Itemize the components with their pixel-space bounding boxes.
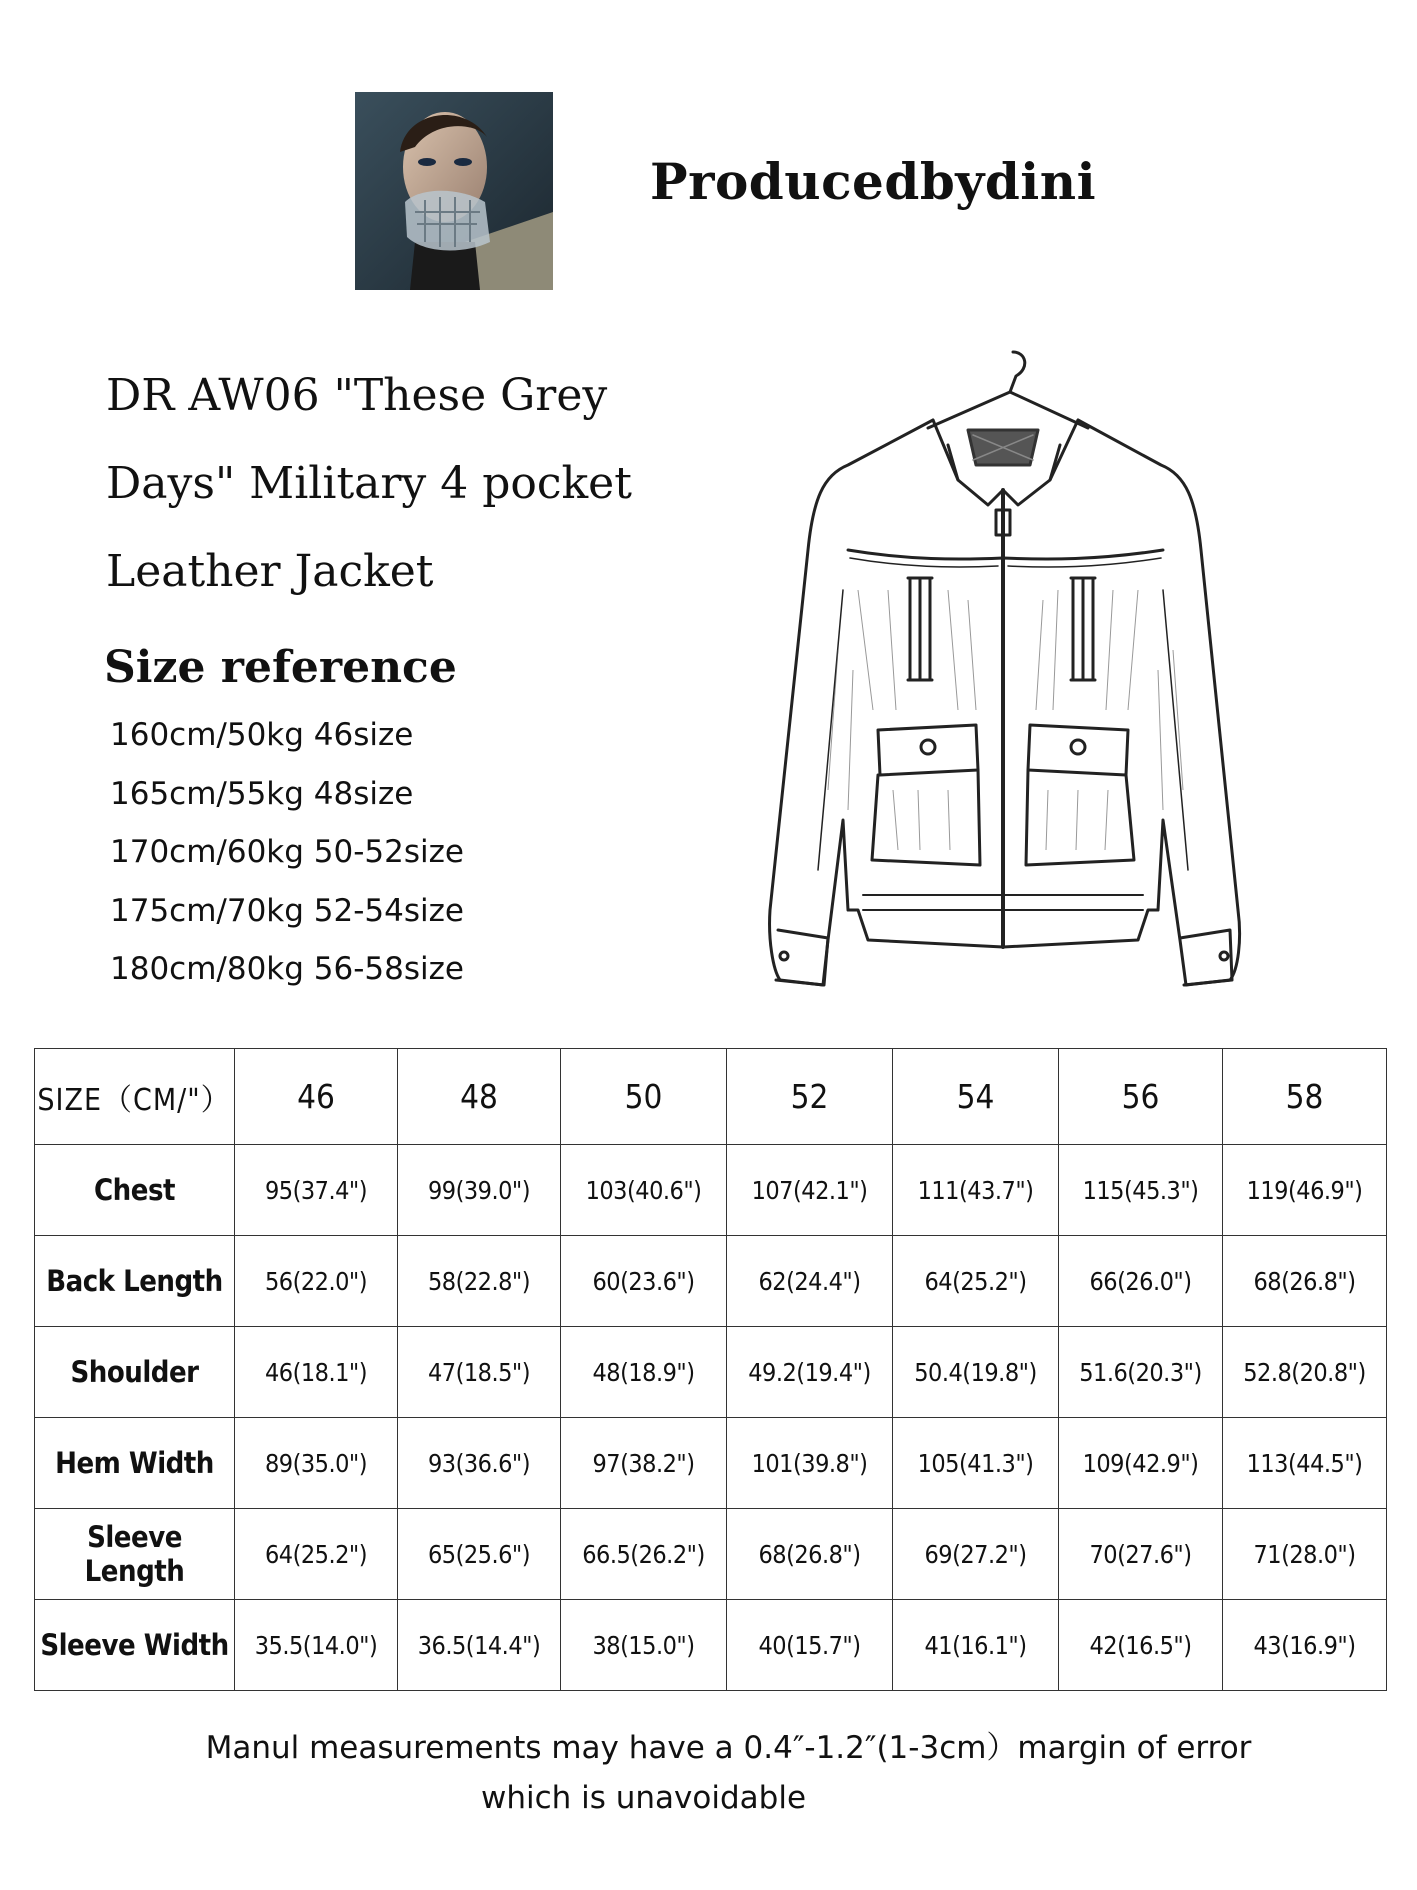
- table-cell: 41(16.1"): [893, 1600, 1059, 1691]
- table-cell: 52.8(20.8"): [1223, 1327, 1387, 1418]
- size-reference-item: 175cm/70kg 52-54size: [110, 892, 464, 929]
- table-cell: 40(15.7"): [727, 1600, 893, 1691]
- row-label: Hem Width: [35, 1418, 235, 1509]
- model-portrait-icon: [355, 92, 553, 290]
- table-row: [35, 1418, 1387, 1509]
- table-cell: 70(27.6"): [1059, 1509, 1223, 1600]
- size-column-header: 54: [893, 1049, 1059, 1145]
- table-cell: 50.4(19.8"): [893, 1327, 1059, 1418]
- table-cell: 42(16.5"): [1059, 1600, 1223, 1691]
- table-cell: 46(18.1"): [235, 1327, 398, 1418]
- table-row: [35, 1236, 1387, 1327]
- table-cell: 64(25.2"): [235, 1509, 398, 1600]
- size-reference-list: [110, 706, 464, 999]
- table-cell: 66.5(26.2"): [561, 1509, 727, 1600]
- product-title-line: DR AW06 "These Grey: [106, 370, 608, 421]
- leather-jacket-sketch-icon: [658, 350, 1350, 1040]
- table-cell: 113(44.5"): [1223, 1418, 1387, 1509]
- table-cell: 89(35.0"): [235, 1418, 398, 1509]
- table-cell: 111(43.7"): [893, 1145, 1059, 1236]
- table-cell: 35.5(14.0"): [235, 1600, 398, 1691]
- row-label: Chest: [35, 1145, 235, 1236]
- size-column-header: 48: [398, 1049, 561, 1145]
- table-cell: 60(23.6"): [561, 1236, 727, 1327]
- table-cell: 95(37.4"): [235, 1145, 398, 1236]
- table-row: [35, 1145, 1387, 1236]
- table-cell: 103(40.6"): [561, 1145, 727, 1236]
- size-reference-item: 170cm/60kg 50-52size: [110, 834, 464, 870]
- size-column-header: 58: [1223, 1049, 1387, 1145]
- row-label: Sleeve Width: [35, 1600, 235, 1691]
- table-cell: 68(26.8"): [727, 1509, 893, 1600]
- table-cell: 51.6(20.3"): [1059, 1327, 1223, 1418]
- brand-name: Producedbydini: [650, 152, 1097, 211]
- table-cell: 49.2(19.4"): [727, 1327, 893, 1418]
- table-cell: 56(22.0"): [235, 1236, 398, 1327]
- measurement-disclaimer-continued: which is unavoidable: [480, 1780, 807, 1816]
- table-cell: 58(22.8"): [398, 1236, 561, 1327]
- row-label: Sleeve Length: [35, 1509, 235, 1600]
- table-cell: 97(38.2"): [561, 1418, 727, 1509]
- table-cell: 119(46.9"): [1223, 1145, 1387, 1236]
- size-reference-item: 160cm/50kg 46size: [110, 717, 414, 753]
- table-cell: 101(39.8"): [727, 1418, 893, 1509]
- table-cell: 38(15.0"): [561, 1600, 727, 1691]
- product-title: [106, 352, 666, 616]
- table-cell: 99(39.0"): [398, 1145, 561, 1236]
- table-cell: 105(41.3"): [893, 1418, 1059, 1509]
- table-cell: 115(45.3"): [1059, 1145, 1223, 1236]
- size-reference-item: 165cm/55kg 48size: [110, 775, 414, 812]
- table-cell: 64(25.2"): [893, 1236, 1059, 1327]
- size-column-header: 50: [561, 1049, 727, 1145]
- table-cell: 65(25.6"): [398, 1509, 561, 1600]
- table-cell: 109(42.9"): [1059, 1418, 1223, 1509]
- size-chart-table: [34, 1048, 1387, 1691]
- table-cell: 68(26.8"): [1223, 1236, 1387, 1327]
- size-column-header: 52: [727, 1049, 893, 1145]
- size-column-header: 56: [1059, 1049, 1223, 1145]
- table-row: [35, 1600, 1387, 1691]
- row-label: Shoulder: [35, 1327, 235, 1418]
- table-header-row: [35, 1049, 1387, 1145]
- table-cell: 48(18.9"): [561, 1327, 727, 1418]
- row-label: Back Length: [35, 1236, 235, 1327]
- table-cell: 62(24.4"): [727, 1236, 893, 1327]
- size-unit-header: SIZE（CM/"）: [35, 1049, 235, 1145]
- table-cell: 107(42.1"): [727, 1145, 893, 1236]
- table-cell: 36.5(14.4"): [398, 1600, 561, 1691]
- size-column-header: 46: [235, 1049, 398, 1145]
- table-row: [35, 1327, 1387, 1418]
- table-cell: 43(16.9"): [1223, 1600, 1387, 1691]
- table-cell: 66(26.0"): [1059, 1236, 1223, 1327]
- table-cell: 93(36.6"): [398, 1418, 561, 1509]
- measurement-disclaimer: Manul measurements may have a 0.4″-1.2″(1-3cm）margin of error: [205, 1730, 1252, 1766]
- size-reference-heading: Size reference: [104, 642, 457, 693]
- table-cell: 69(27.2"): [893, 1509, 1059, 1600]
- product-title-line: Leather Jacket: [106, 546, 434, 597]
- product-title-line: Days" Military 4 pocket: [106, 458, 632, 509]
- size-reference-item: 180cm/80kg 56-58size: [110, 951, 464, 987]
- table-row: [35, 1509, 1387, 1600]
- table-cell: 47(18.5"): [398, 1327, 561, 1418]
- table-cell: 71(28.0"): [1223, 1509, 1387, 1600]
